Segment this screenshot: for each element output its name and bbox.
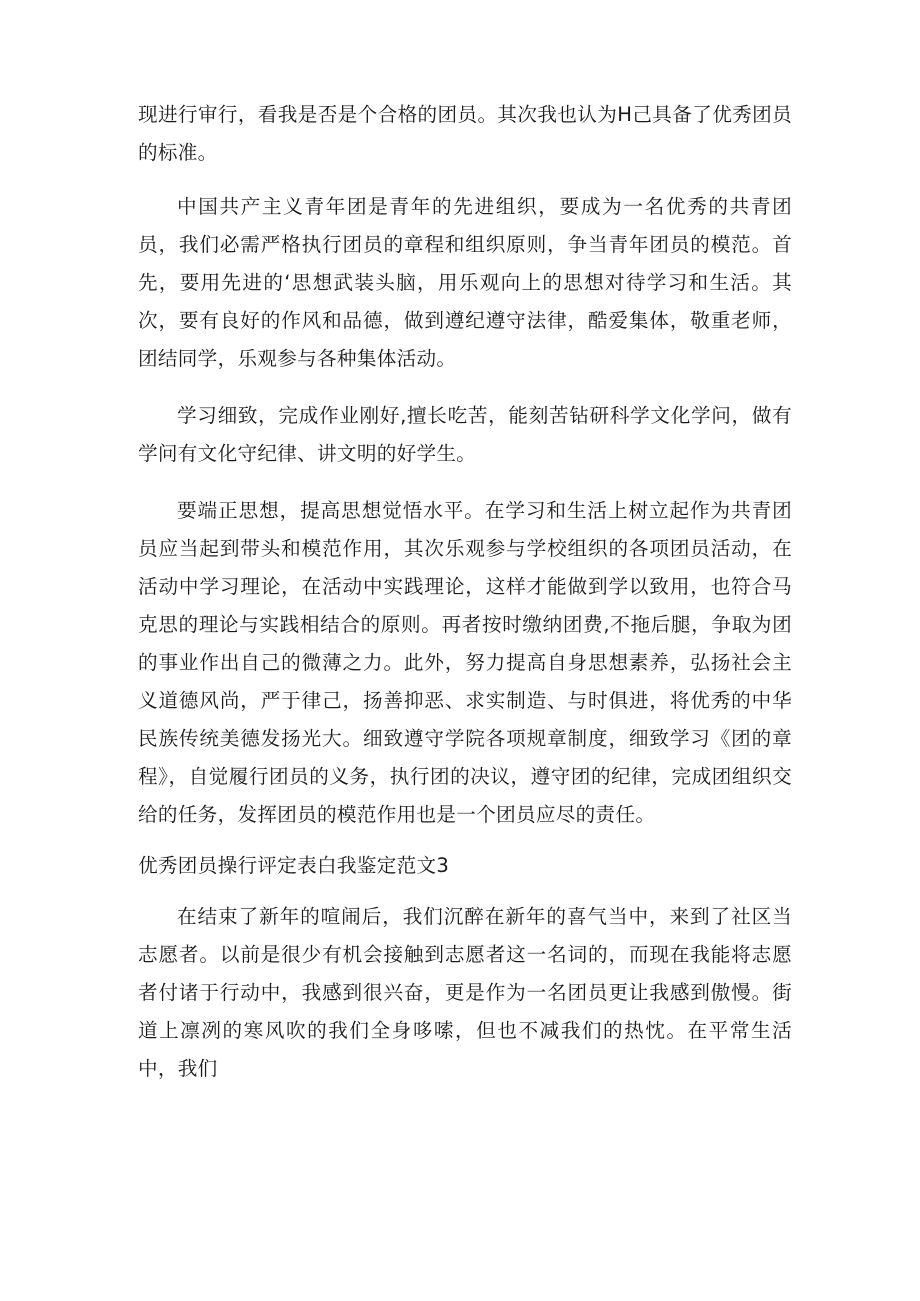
section-heading: 优秀团员操行评定表白我鉴定范文3 (138, 854, 450, 877)
paragraph-thinking: 要端正思想，提高思想觉悟水平。在学习和生活上树立起作为共青团员应当起到带头和模范作用，其次乐观参与学校组织的各项团员活动，在活动中学习理论，在活动中实践理论，这样才能做到学以致用，也符合马克思的理论与实践相结合的原则。再者按时缴纳团费,不拖后腿，争取为团的事业作出自己的微薄之力。此外，努力提高自身思想素养，弘扬社会主义道德风尚，严于律己，扬善抑恶、求实制造、与时俱进，将优秀的中华民族传统美德发扬光大。细致遵守学院各项规章制度，细致学习《团的章程》，自觉履行团员的义务，执行团的决议，遵守团的纪律，完成团组织交给的任务，发挥团员的模范作用也是一个团员应尽的责任。 (138, 499, 792, 826)
paragraph-continuation: 现进行审行，看我是否是个合格的团员。其次我也认为H己具备了优秀团员的标准。 (138, 103, 792, 164)
paragraph-volunteer: 在结束了新年的喧闹后，我们沉醉在新年的喜气当中，来到了社区当志愿者。以前是很少有机会接触到志愿者这一名词的，而现在我能将志愿者付诸于行动中，我感到很兴奋，更是作为一名团员更让我感到傲慢。街道上凛冽的寒风吹的我们全身哆嗦，但也不减我们的热忱。在平常生活中，我们 (138, 905, 792, 1080)
paragraph-youth-league: 中国共产主义青年团是青年的先进组织，要成为一名优秀的共青团员，我们必需严格执行团员的章程和组织原则，争当青年团员的模范。首先，要用先进的‘思想武装头脑，用乐观向上的思想对待学习和生活。其次，要有良好的作风和品德，做到遵纪遵守法律，酷爱集体，敬重老师，团结同学，乐观参与各种集体活动。 (138, 195, 792, 370)
paragraph-study: 学习细致，完成作业刚好,擅长吃苦，能刻苦钻研科学文化学问，做有学问有文化守纪律、讲文明的好学生。 (138, 404, 792, 465)
document-body (138, 96, 792, 1107)
